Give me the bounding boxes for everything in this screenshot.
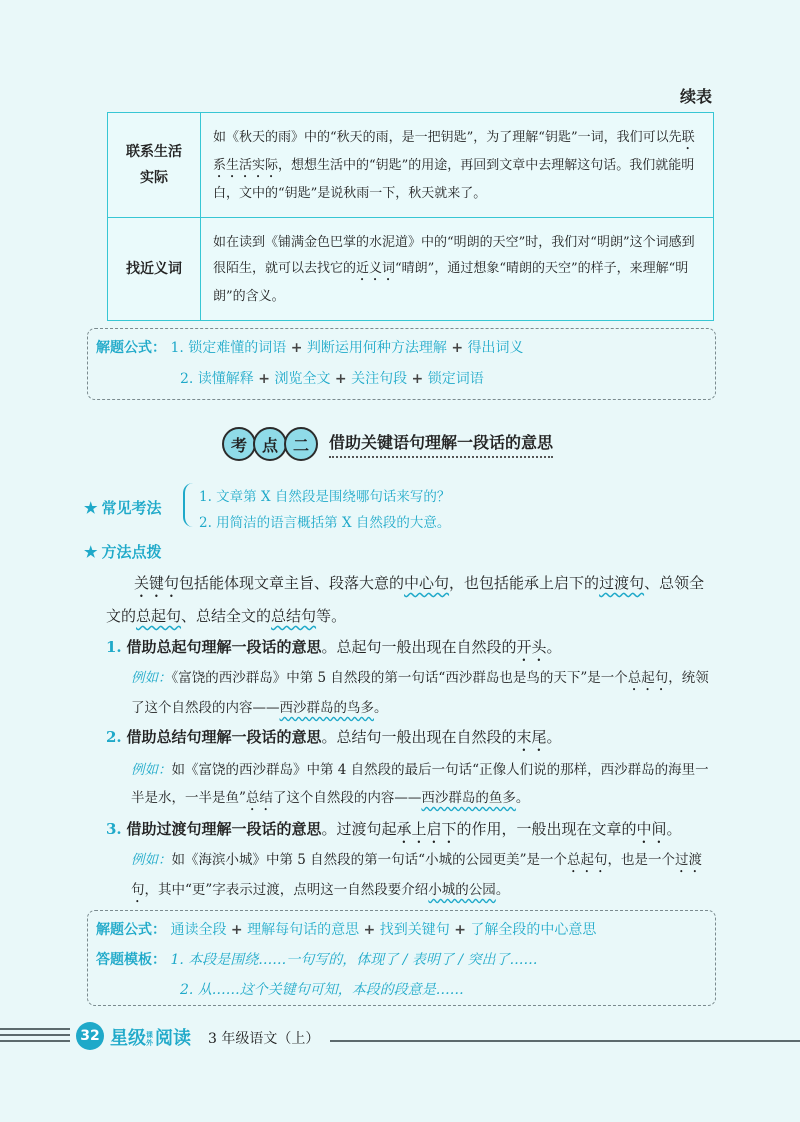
table-row	[108, 218, 714, 321]
footer-rule	[330, 1040, 800, 1042]
star-icon: ★	[84, 543, 98, 561]
table-key-line: 找近义词	[126, 261, 182, 277]
footer-rule	[0, 1040, 70, 1042]
template-line: 答题模板： 1. 本段是围绕……一句写的，体现了 / 表明了 / 突出了……	[96, 952, 538, 968]
method-heading: 1. 借助总起句理解一段话的意思。总起句一般出现在自然段的开头。	[106, 638, 562, 656]
continued-label: 续表	[679, 87, 712, 106]
template-line: 2. 从……这个关键句可知，本段的段意是……	[180, 982, 464, 998]
grade-label: 3 年级语文（上）	[208, 1031, 320, 1047]
method-heading: 3. 借助过渡句理解一段话的意思。过渡句起承上启下的作用，一般出现在文章的中间。	[106, 820, 682, 838]
table-key-line: 联系生活	[126, 144, 182, 160]
method-table	[107, 112, 714, 321]
table-row	[108, 113, 714, 218]
table-value-cell: 如在读到《铺满金色巴掌的水泥道》中的“明朗的天空”时，我们对“明朗”这个词感到很陌生，就可以去找它的近义词“晴朗”，通过想象“晴朗的天空”的样子，来理解“明朗”的含义。	[201, 218, 714, 321]
kaodian-title: 借助关键语句理解一段话的意思	[329, 430, 553, 458]
formula-line: 解题公式： 通读全段 + 理解每句话的意思 + 找到关键句 + 了解全段的中心意思	[96, 922, 597, 938]
formula-line-2: 2. 读懂解释 + 浏览全文 + 关注句段 + 锁定词语	[180, 371, 484, 387]
formula-label: 解题公式：	[96, 340, 166, 356]
kaodian-char: 考	[222, 427, 256, 461]
method-example: 例如：如《海滨小城》中第 5 自然段的第一句话“小城的公园更美”是一个总起句，也是一个过渡句，其中“更”字表示过渡，点明这一自然段要介绍小城的公园。	[131, 852, 702, 898]
brand-logo: 星级课外 阅读	[110, 1028, 191, 1049]
changjian-item: 2. 用简洁的语言概括第 X 自然段的大意。	[199, 515, 451, 531]
intro-paragraph: 关键句包括能体现文章主旨、段落大意的中心句，也包括能承上启下的过渡句、总领全文的总起句、总结全文的总结句等。	[106, 574, 705, 625]
changjian-heading: ★ 常见考法	[84, 499, 162, 517]
kaodian-heading	[222, 427, 553, 461]
table-key-cell	[108, 113, 201, 218]
page-number: 32	[76, 1022, 104, 1050]
formula-line-1: 解题公式： 1. 锁定难懂的词语 + 判断运用何种方法理解 + 得出词义	[96, 340, 524, 356]
kaodian-char: 二	[284, 427, 318, 461]
table-value-cell: 如《秋天的雨》中的“秋天的雨，是一把钥匙”，为了理解“钥匙”一词，我们可以先联系生活实际，想想生活中的“钥匙”的用途，再回到文章中去理解这句话。我们就能明白，文中的“钥匙”是说秋雨一下，秋天就来了。	[201, 113, 714, 218]
method-example: 例如：如《富饶的西沙群岛》中第 4 自然段的最后一句话“正像人们说的那样，西沙群岛的海里一半是水，一半是鱼”总结了这个自然段的内容——西沙群岛的鱼多。	[131, 762, 709, 806]
footer-rule	[0, 1028, 70, 1030]
fangfa-heading: ★ 方法点拨	[84, 543, 162, 561]
footer-rule	[0, 1034, 70, 1036]
method-heading: 2. 借助总结句理解一段话的意思。总结句一般出现在自然段的末尾。	[106, 728, 562, 746]
table-key-line: 实际	[140, 170, 168, 186]
formula-box-2	[87, 910, 716, 1006]
emphasis-text: 近义词	[356, 261, 396, 276]
method-example: 例如：《富饶的西沙群岛》中第 5 自然段的第一句话“西沙群岛也是鸟的天下”是一个总起句，统领了这个自然段的内容——西沙群岛的鸟多。	[131, 670, 709, 716]
emphasis-text: 联系生活实际	[213, 130, 695, 173]
table-key-cell	[108, 218, 201, 321]
star-icon: ★	[84, 499, 98, 517]
kaodian-char: 点	[253, 427, 287, 461]
brace-icon	[183, 483, 195, 527]
formula-box-1	[87, 328, 716, 400]
changjian-item: 1. 文章第 X 自然段是围绕哪句话来写的？	[199, 489, 451, 505]
